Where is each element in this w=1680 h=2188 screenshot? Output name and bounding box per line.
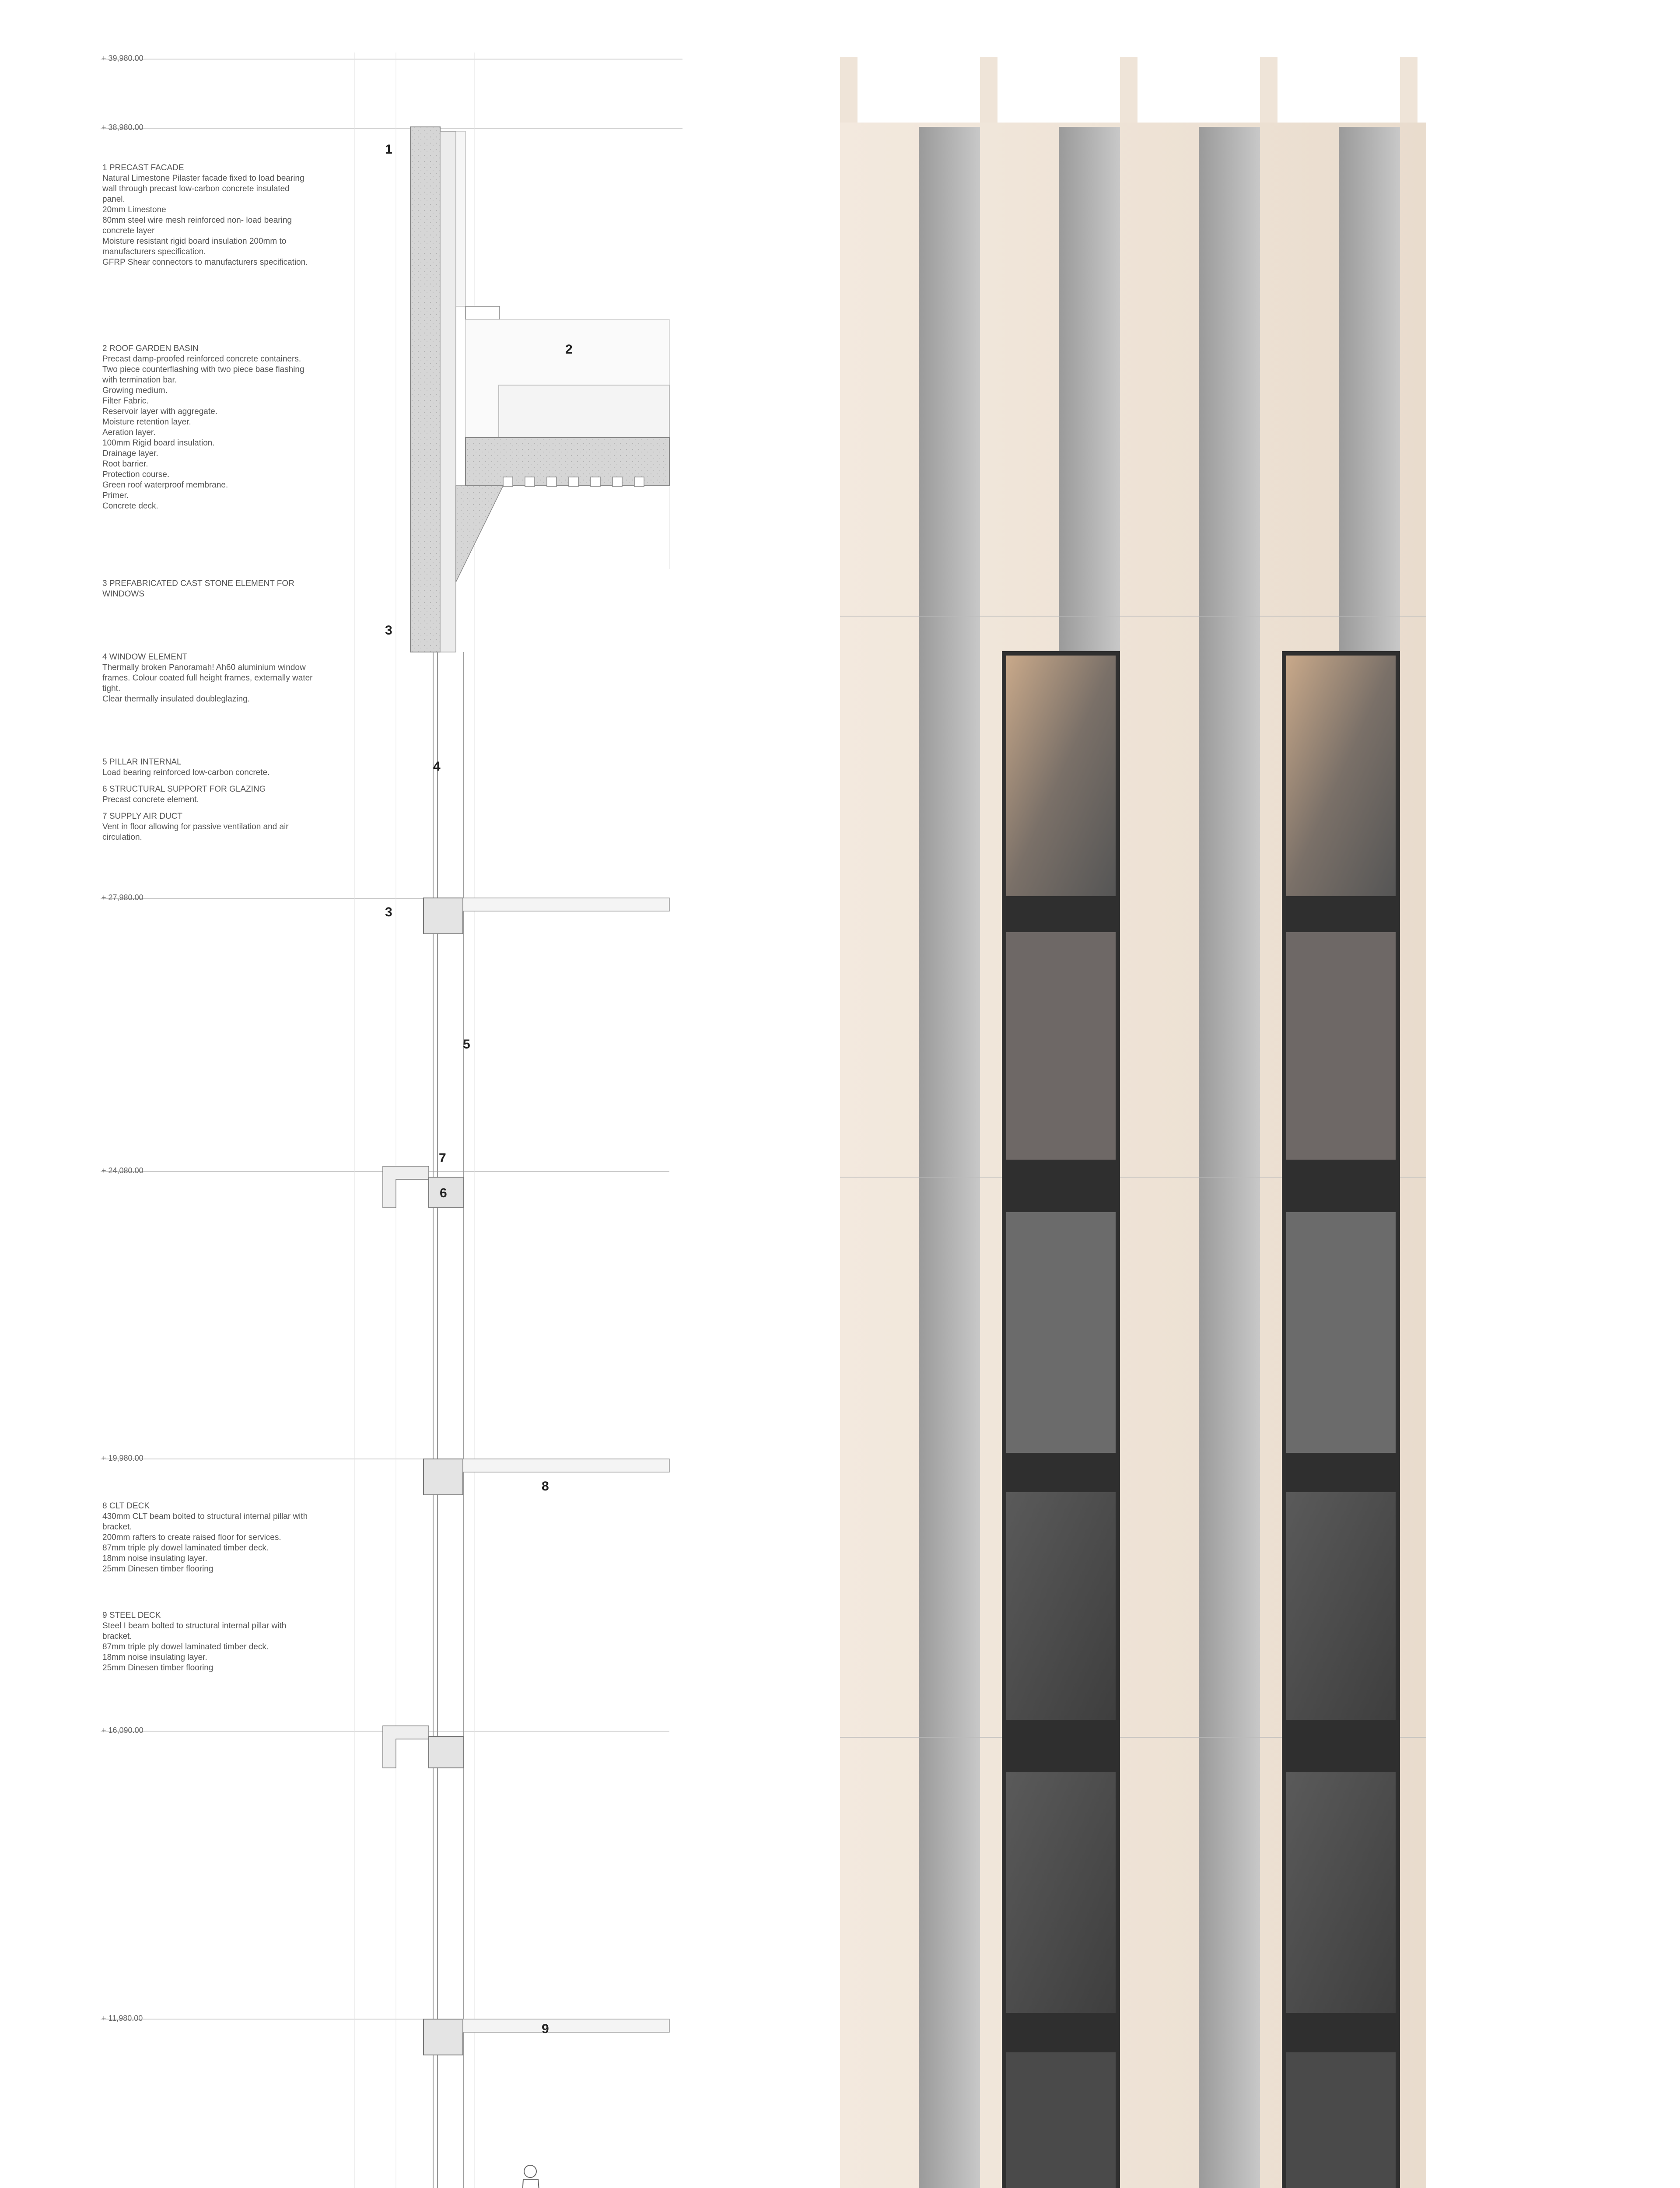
note-line: manufacturers specification. [102,247,206,256]
note-line: Natural Limestone Pilaster facade fixed to load bearing [102,174,304,183]
glazing-lines [433,652,464,2188]
note-line: Filter Fabric. [102,396,149,406]
note-line [102,805,347,811]
note-line: Reservoir layer with aggregate. [102,407,217,416]
callout-number: 5 [463,1037,470,1052]
note-line: Primer. [102,491,129,500]
note-line: Load bearing reinforced low-carbon concrete. [102,768,270,777]
note-line: GFRP Shear connectors to manufacturers specification. [102,258,308,267]
note-line: Green roof waterproof membrane. [102,480,228,490]
note-cast-stone [102,579,347,600]
callout-number: 4 [433,759,441,774]
note-line: 18mm noise insulating layer. [102,1653,207,1662]
note-line: Concrete deck. [102,501,158,511]
note-line: Aeration layer. [102,428,156,437]
note-roof-garden [102,344,347,512]
note-line: Root barrier. [102,459,148,469]
note-line: frames. Colour coated full height frames, externally water [102,673,313,683]
note-line: with termination bar. [102,375,177,385]
human-figure [521,2165,542,2188]
note-line: Two piece counterflashing with two piece base flashing [102,365,304,374]
note-line: 18mm noise insulating layer. [102,1554,207,1563]
note-heading: 5 PILLAR INTERNAL [102,757,182,767]
level-label: + 19,980.00 [102,1454,144,1462]
note-heading: 1 PRECAST FACADE [102,163,184,172]
note-line: 87mm triple ply dowel laminated timber deck. [102,1642,269,1652]
note-heading: 3 PREFABRICATED CAST STONE ELEMENT FOR [102,579,294,588]
note-line: Clear thermally insulated doubleglazing. [102,694,250,704]
note-line: Steel I beam bolted to structural internal pillar with [102,1621,287,1630]
callout-number: 8 [542,1479,549,1494]
callout-number: 2 [565,342,573,357]
note-line: Protection course. [102,470,170,479]
level-label: + 16,090.00 [102,1726,144,1735]
level-label: + 27,980.00 [102,893,144,902]
note-line: tight. [102,684,121,693]
note-line: panel. [102,195,125,204]
note-line: 6 STRUCTURAL SUPPORT FOR GLAZING [102,785,266,794]
note-line: concrete layer [102,226,155,235]
note-line [102,778,347,784]
note-line: 25mm Dinesen timber flooring [102,1663,214,1673]
note-line: 7 SUPPLY AIR DUCT [102,812,183,821]
note-line: Vent in floor allowing for passive ventilation and air [102,822,289,831]
note-line: 200mm rafters to create raised floor for services. [102,1533,281,1542]
note-heading: 9 STEEL DECK [102,1611,161,1620]
note-line: 87mm triple ply dowel laminated timber deck. [102,1543,269,1553]
note-line: 20mm Limestone [102,205,166,214]
note-line: Moisture resistant rigid board insulation 200mm to [102,237,287,246]
note-pillar-internal [102,757,347,843]
section-drawing [0,0,682,2188]
callout-number: 6 [440,1186,447,1200]
note-window-element [102,652,347,705]
level-label: + 39,980.00 [102,54,144,63]
note-line: WINDOWS [102,589,145,599]
note-line: Growing medium. [102,386,168,395]
note-line: 80mm steel wire mesh reinforced non- load bearing [102,216,292,225]
note-line: bracket. [102,1522,132,1532]
note-line: bracket. [102,1632,132,1641]
note-line: circulation. [102,833,142,842]
note-heading: 4 WINDOW ELEMENT [102,652,188,662]
floor-slabs [383,898,669,2188]
callout-number: 3 [385,905,392,919]
note-heading: 8 CLT DECK [102,1501,150,1511]
callout-number: 1 [385,142,392,157]
level-label: + 24,080.00 [102,1166,144,1175]
note-line: wall through precast low-carbon concrete insulated [102,184,290,193]
note-steel-deck [102,1610,347,1673]
note-line: Drainage layer. [102,449,158,458]
note-line: 25mm Dinesen timber flooring [102,1564,214,1574]
callout-number: 3 [385,623,392,638]
note-line: 430mm CLT beam bolted to structural internal pillar with [102,1512,308,1521]
callout-number: 7 [439,1151,446,1165]
level-label: + 38,980.00 [102,123,144,132]
note-line: Precast damp-proofed reinforced concrete containers. [102,354,301,364]
note-clt-deck [102,1501,347,1574]
note-line: Moisture retention layer. [102,417,191,427]
roof-slab [456,319,669,582]
callout-number: 9 [542,2022,549,2036]
note-line: Thermally broken Panoramah! Ah60 aluminium window [102,663,306,672]
note-precast-facade [102,163,347,268]
elevation-drawing [840,0,1457,2188]
level-label: + 11,980.00 [102,2014,143,2023]
note-heading: 2 ROOF GARDEN BASIN [102,344,199,353]
note-line: Precast concrete element. [102,795,199,804]
note-line: 100mm Rigid board insulation. [102,438,215,448]
